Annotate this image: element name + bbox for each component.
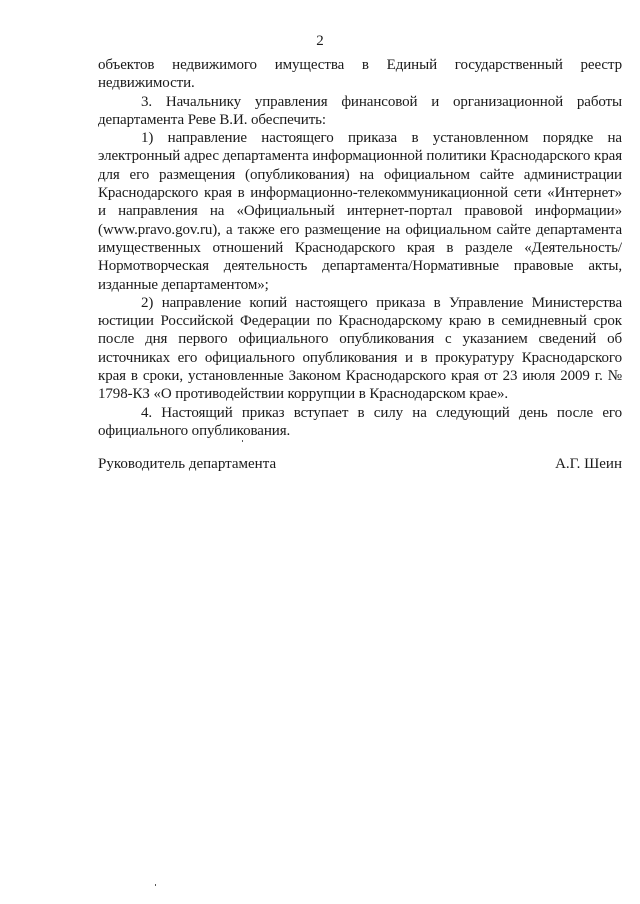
signature-block [98,456,622,473]
paragraph-continuation: объектов недвижимого имущества в Единый государственный реестр недвижимости. [98,57,622,92]
scan-speck [242,440,243,442]
scan-speck [155,884,156,886]
paragraph-subitem-1: 1) направление настоящего приказа в установленном порядке на электронный адрес департамента информационной политики Краснодарского края для его размещения (опубликования) на официальном сайте администрации Краснодарского края в информационно-телекоммуникационной сети «Интернет» и направления на «Официальный интернет-портал правовой информации» (www.pravo.gov.ru), а также его размещение на официальном сайте департамента имущественных отношений Краснодарского края в разделе «Деятельность/Нормотворческая деятельность департамента/Нормативные правовые акты, изданные департаментом»; [98,130,622,293]
paragraph-item-3: 3. Начальнику управления финансовой и организационной работы департамента Реве В.И. обеспечить: [98,93,622,128]
paragraph-item-4: 4. Настоящий приказ вступает в силу на следующий день после его официального опубликования. [98,404,622,439]
document-body [98,56,622,440]
page-number: 2 [316,33,324,49]
paragraph-subitem-2: 2) направление копий настоящего приказа в Управление Министерства юстиции Российской Федерации по Краснодарскому краю в семидневный срок после дня первого официального опубликования с указанием сведений об источниках его официального опубликования и в прокуратуру Краснодарского края в сроки, установленные Законом Краснодарского края от 23 июля 2009 г. № 1798-КЗ «О противодействии коррупции в Краснодарском крае». [98,294,622,403]
signatory-title: Руководитель департамента [98,456,277,472]
signatory-name: А.Г. Шеин [555,456,622,472]
